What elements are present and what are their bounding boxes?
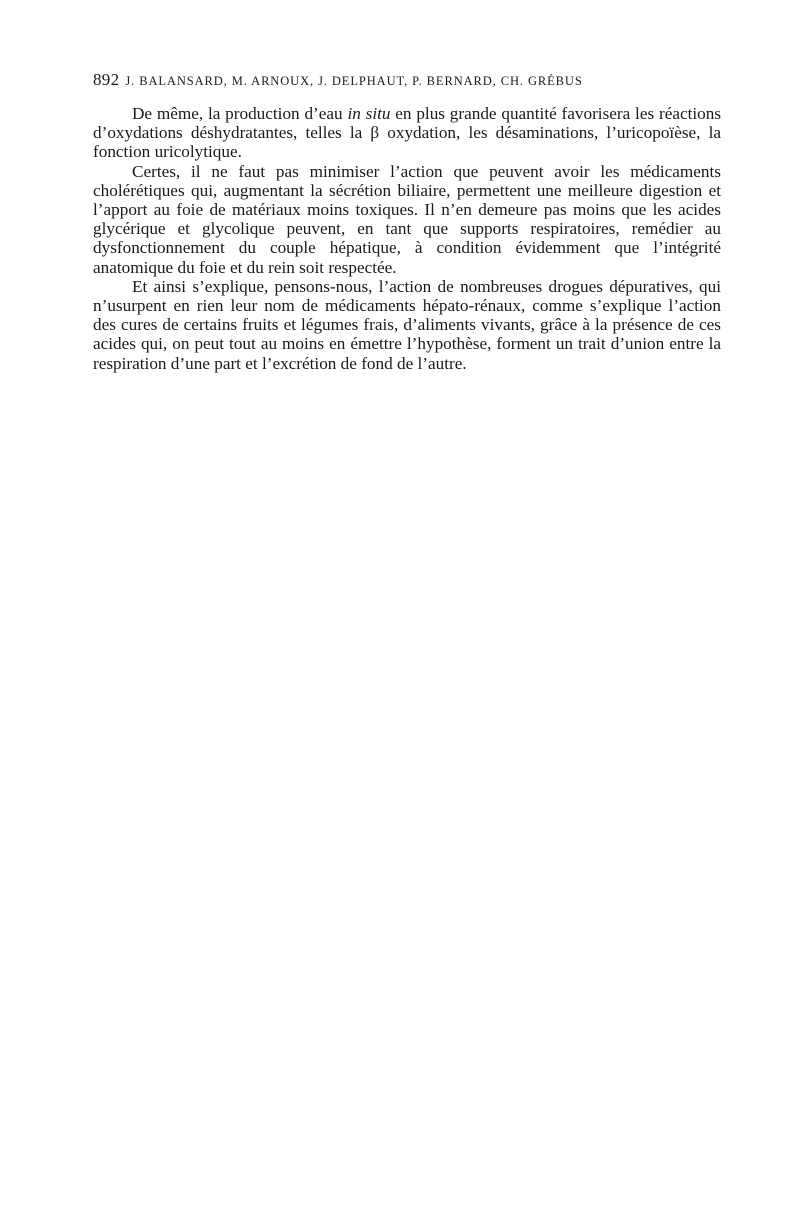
paragraph-text: De même, la production d’eau	[132, 104, 348, 123]
paragraph: Et ainsi s’explique, pensons-nous, l’action de nombreuses drogues dépuratives, qui n’usurpent en rien leur nom de médicaments hépato-rénaux, comme s’explique l’action des cures de certains fruits et légumes frais, d’aliments vivants, grâce à la présence de ces acides qui, on peut tout au moins en émettre l’hypothèse, forment un trait d’union entre la respiration d’une part et l’excrétion de fond de l’autre.	[93, 276, 721, 373]
document-page	[93, 70, 721, 373]
running-header	[93, 70, 721, 91]
author-names: J. BALANSARD, M. ARNOUX, J. DELPHAUT, P. BERNARD, CH. GRÉBUS	[125, 74, 583, 88]
paragraph: Certes, il ne faut pas minimiser l’action que peuvent avoir les médicaments cholérétiques qui, augmentant la sécrétion biliaire, permettent une meilleure digestion et l’apport au foie de matériaux moins toxiques. Il n’en demeure pas moins que les acides glycérique et glycolique peuvent, en tant que supports respiratoires, remédier au dysfonctionnement du couple hépatique, à condition évidemment que l’intégrité anatomique du foie et du rein soit respectée.	[93, 161, 721, 277]
paragraph	[93, 104, 721, 162]
italic-term: in situ	[347, 104, 391, 123]
paragraph-text: en plus grande quantité favorisera les réactions d’oxydations déshydratantes, telles la β oxydation, les désaminations, l’uricopoïèse, la fonction uricolytique.	[93, 104, 722, 162]
page-number: 892	[93, 70, 120, 89]
body-text	[93, 104, 721, 373]
